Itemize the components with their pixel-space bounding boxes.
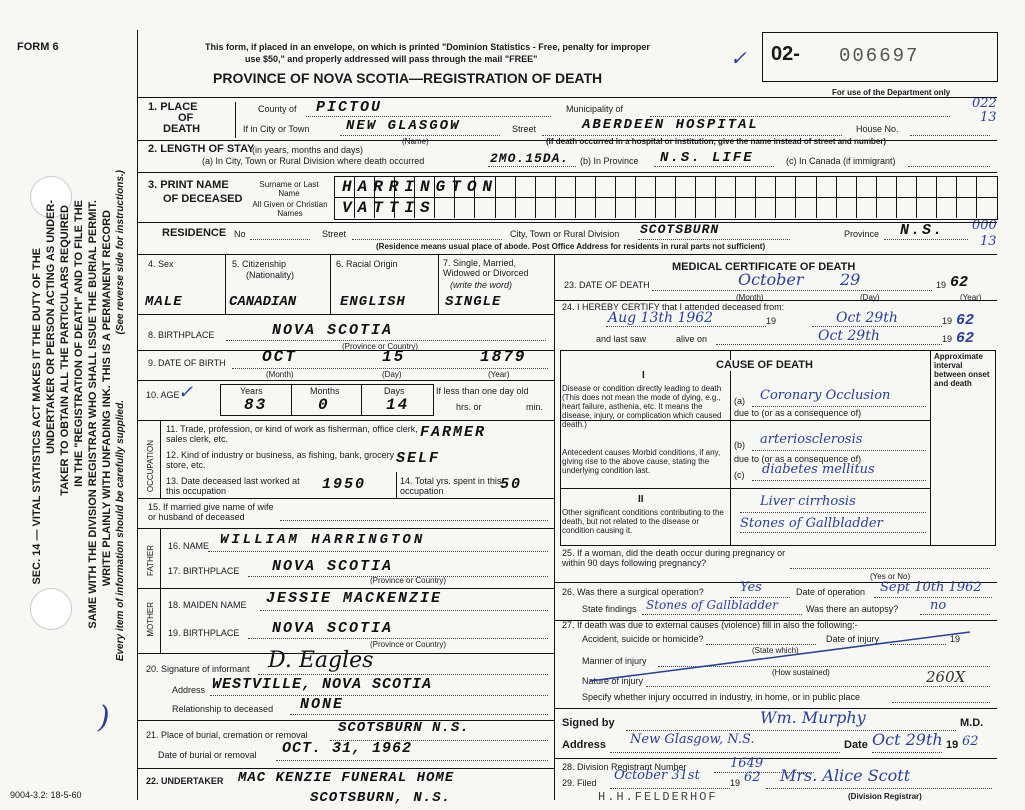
registration-number: 006697 (839, 45, 920, 67)
column-divider (554, 254, 555, 800)
rule-spouse (137, 528, 554, 529)
racial-value: ENGLISH (340, 294, 406, 310)
row4-div-1 (225, 254, 226, 314)
date-of-death-day: 29 (840, 270, 861, 289)
dob-year: 1879 (480, 348, 527, 366)
q29-year-prefix: 19 (730, 778, 741, 788)
registration-number-box (762, 32, 998, 82)
certify-to-year: 62 (956, 312, 975, 329)
birthplace-value: NOVA SCOTIA (272, 322, 394, 339)
doctor-address-line (610, 752, 840, 753)
sidebar-text-2: UNDERTAKER OR PERSON ACTING AS UNDER- (45, 200, 57, 454)
stay-c-label: (c) In Canada (if immigrant) (786, 156, 896, 166)
cause-c-label: (c) (734, 470, 745, 480)
department-code-2: 13 (980, 110, 997, 125)
rule-age (137, 420, 554, 421)
father-name-value: WILLIAM HARRINGTON (220, 532, 426, 548)
rule-place (137, 140, 997, 141)
findings-value: Stones of Gallbladder (646, 598, 778, 612)
findings-line (642, 614, 802, 615)
mother-name-line (260, 610, 548, 611)
autopsy-line (920, 614, 990, 615)
occ-mini-divider (396, 472, 397, 498)
occupation-side-label: OCCUPATION (146, 440, 155, 493)
hospital-note: (If death occurred in a hospital or institution, give the name instead of street and number) (546, 137, 887, 146)
citizenship-sublabel: (Nationality) (246, 270, 295, 280)
dod-day-label: (Day) (860, 293, 880, 302)
department-code-1: 022 (972, 96, 997, 111)
date-of-death-line (652, 290, 932, 291)
q26-value: Yes (740, 580, 762, 595)
place-divider (235, 102, 236, 138)
doctor-address-value: New Glasgow, N.S. (630, 732, 755, 747)
registration-prefix: 02- (771, 43, 800, 65)
accident-label: Accident, suicide or homicide? (582, 634, 704, 644)
specify-line (892, 702, 990, 703)
mailing-notice-2: use $50," and properly addressed will pass through the mail "FREE" (245, 54, 538, 64)
q25-yes-no: (Yes or No) (870, 572, 911, 581)
residence-province-line (884, 239, 968, 240)
undertaker-stamp: H.H.FELDERHOF (598, 790, 718, 804)
cause-roman-ii: II (638, 494, 644, 505)
age-years-label: Years (240, 386, 263, 396)
registrar-signature: Mrs. Alice Scott (780, 766, 911, 785)
sidebar-text-1: SEC. 14 — VITAL STATISTICS ACT MAKES IT THE DUTY OF THE (31, 248, 43, 585)
city-label: If in City or Town (243, 124, 310, 134)
other-value-1: Liver cirrhosis (760, 494, 856, 509)
residence-city-line (638, 239, 790, 240)
occ12-label: 12. Kind of industry or business, as fishing, bank, grocery store, etc. (166, 450, 395, 470)
dob-line (232, 368, 548, 369)
date-of-death-year-prefix: 19 (936, 280, 947, 290)
undertaker-value-1: MAC KENZIE FUNERAL HOME (238, 770, 455, 786)
undertaker-value-2: SCOTSBURN, N.S. (310, 790, 452, 806)
age-checkmark: ✓ (178, 382, 194, 403)
sidebar-text-4: IN THE "REGISTRATION OF DEATH" AND TO FILE THE (73, 200, 85, 487)
cause-c-value: diabetes mellitus (762, 462, 875, 477)
findings-label: State findings (582, 604, 637, 614)
rule-stay (137, 172, 997, 173)
name-grid-cell-divider (775, 176, 776, 218)
dob-day: 15 (382, 348, 406, 366)
signed-value: Wm. Murphy (760, 708, 866, 727)
date-of-death-label: 23. DATE OF DEATH (564, 280, 650, 290)
department-code-4: 13 (980, 234, 997, 249)
row4-div-2 (330, 254, 331, 314)
name-grid-cell-divider (916, 176, 917, 218)
certify-to-line (812, 326, 942, 327)
alive-on-label: alive on (676, 334, 708, 344)
stay-b-label: (b) In Province (580, 156, 639, 166)
stay-a-line (488, 166, 576, 167)
alive-on-date: Oct 29th (818, 328, 880, 344)
check-mark: ✓ (730, 46, 747, 70)
name-grid-cell-divider (555, 176, 556, 218)
hrs-label: hrs. or (456, 402, 482, 412)
dob-month: OCT (262, 348, 297, 366)
nature-line (646, 686, 990, 687)
residence-label: RESIDENCE (162, 227, 227, 239)
occ11-value: FARMER (420, 424, 487, 441)
manner-label: Manner of injury (582, 656, 647, 666)
cause-b-label: (b) (734, 440, 745, 450)
stay-c-line (908, 166, 990, 167)
min-label: min. (526, 402, 544, 412)
name-grid-cell-divider (876, 176, 877, 218)
date-of-death-year: 62 (950, 274, 969, 291)
county-value: PICTOU (316, 99, 383, 116)
cause-due-to-2: due to (or as a consequence of) (734, 454, 862, 464)
street-value: ABERDEEN HOSPITAL (582, 117, 759, 133)
relationship-label: Relationship to deceased (172, 704, 274, 714)
strike-through-line (580, 626, 980, 686)
cause-inner-divider (730, 350, 731, 546)
antecedent-label: Antecedent causes Morbid conditions, if any, giving rise to the above cause, stating the underlying condition last. (562, 448, 721, 475)
occ12-value: SELF (396, 450, 441, 467)
name-grid-cell-divider (755, 176, 756, 218)
occupation-divider (160, 420, 161, 498)
disease-label: Disease or condition directly leading to death (This does not mean the mode of dying, e.g., heart failure, asthenia, etc. It means the disease, injury, or complication which caused death.) (562, 384, 722, 429)
registrar-line (766, 788, 992, 789)
residence-city-label: City, Town or Rural Division (510, 229, 620, 239)
certify-to-year-prefix-2: 19 (942, 316, 953, 326)
stay-sublabel: (in years, months and days) (252, 145, 364, 155)
autopsy-label: Was there an autopsy? (806, 604, 899, 614)
row4-div-3 (438, 254, 439, 314)
q29-value: October 31st (614, 768, 700, 783)
citizenship-label: 5. Citizenship (232, 259, 287, 269)
marital-sublabel: (write the word) (450, 280, 513, 290)
nature-code: 260X (926, 668, 966, 686)
rule-row4 (137, 314, 554, 315)
city-line (340, 135, 500, 136)
father-birthplace-label: 17. BIRTHPLACE (168, 566, 240, 576)
certify-label: 24. I HEREBY CERTIFY that I attended deceased from: (562, 302, 785, 312)
signed-label: Signed by (562, 717, 615, 729)
age-days: 14 (386, 396, 410, 414)
birthplace-line (226, 340, 546, 341)
name-grid-cell-divider (956, 176, 957, 218)
stay-b-value: N.S. LIFE (660, 150, 754, 166)
residence-street-line (352, 239, 502, 240)
mailing-notice-1: This form, if placed in an envelope, on which is printed "Dominion Statistics - Free, penalty for improper (205, 42, 650, 52)
sex-value: MALE (145, 294, 183, 310)
dob-year-label: (Year) (488, 370, 510, 379)
footer-code: 9004-3.2: 18-5-60 (10, 790, 82, 800)
father-birthplace-sublabel: (Province or Country) (370, 576, 447, 585)
burial-date-line (276, 760, 548, 761)
cause-c-line (752, 480, 926, 481)
house-label: House No. (856, 124, 899, 134)
dob-day-label: (Day) (382, 370, 402, 379)
residence-no-label: No (234, 229, 246, 239)
name-grid-cell-divider (896, 176, 897, 218)
name-grid-cell-divider (735, 176, 736, 218)
name-grid-cell-divider (856, 176, 857, 218)
name-grid-cell-divider (595, 176, 596, 218)
cause-b-line (752, 450, 926, 451)
signed-year-prefix: 19 (946, 739, 959, 751)
sidebar-text-7: (See reverse side for instructions.) (115, 170, 126, 335)
wife-line (280, 520, 548, 521)
age-years: 83 (244, 396, 268, 414)
age-label: 10. AGE (146, 390, 180, 400)
birthplace-sublabel: (Province or Country) (342, 342, 419, 351)
sidebar-text-8: Every item of information should be carefully supplied. (115, 400, 126, 662)
residence-note: (Residence means usual place of abode. Post Office Address for residents in rural parts not sufficient) (376, 242, 766, 251)
informant-address-label: Address (172, 685, 206, 695)
op-date-label: Date of operation (796, 587, 866, 597)
municipality-label: Municipality of (566, 104, 624, 114)
parents-divider (160, 528, 161, 653)
informant-signature: D. Eagles (268, 648, 374, 673)
undertaker-label: 22. UNDERTAKER (146, 776, 224, 786)
alive-on-line (716, 344, 942, 345)
county-line (306, 116, 551, 117)
city-value: NEW GLASGOW (346, 118, 461, 134)
q25-label: 25. If a woman, did the death occur during pregnancy or within 90 days following pregnancy? (562, 548, 786, 568)
q29-year: 62 (744, 770, 761, 785)
marital-value: SINGLE (445, 294, 502, 310)
name-grid-cell-divider (655, 176, 656, 218)
burial-date-label: Date of burial or removal (158, 750, 257, 760)
house-line (910, 135, 990, 136)
department-use-label: For use of the Department only (832, 88, 951, 97)
signed-date-line (872, 752, 942, 753)
date-of-death-month: October (738, 270, 804, 289)
sex-label: 4. Sex (148, 259, 174, 269)
rule-cause-a (560, 420, 930, 421)
residence-province-label: Province (844, 229, 880, 239)
burial-value: SCOTSBURN N.S. (338, 720, 470, 736)
rule-dob (137, 380, 554, 381)
sidebar-text-3: TAKER TO OBTAIN ALL THE PARTICULARS REQUIRED (59, 205, 71, 496)
residence-city-value: SCOTSBURN (640, 222, 720, 237)
name-grid-cell-divider (936, 176, 937, 218)
signed-date-label: Date (844, 739, 868, 751)
last-saw-label: and last saw (596, 334, 647, 344)
occ14-label: 14. Total yrs. spent in this occupation (400, 476, 502, 496)
street-label: Street (512, 124, 537, 134)
given-value: VATTIS (342, 199, 436, 217)
burial-label: 21. Place of burial, cremation or removal (146, 730, 308, 740)
cause-a-label: (a) (734, 396, 745, 406)
md-label: M.D. (960, 717, 984, 729)
name-grid-cell-divider (976, 176, 977, 218)
age-days-label: Days (384, 386, 405, 396)
given-label: All Given or Christian Names (252, 200, 328, 218)
informant-address-value: WESTVILLE, NOVA SCOTIA (212, 676, 433, 693)
informant-line (258, 674, 548, 675)
sidebar-text-5: SAME WITH THE DIVISION REGISTRAR WHO SHALL ISSUE THE BURIAL PERMIT. (87, 200, 99, 629)
rule-cause-c (560, 488, 930, 489)
dod-month-label: (Month) (736, 293, 764, 302)
stay-label: 2. LENGTH OF STAY (148, 143, 255, 155)
occ14-value: 50 (500, 476, 523, 493)
interval-divider (930, 350, 931, 546)
place-label-1: 1. PLACE (148, 101, 198, 113)
medical-header: MEDICAL CERTIFICATE OF DEATH (672, 261, 856, 273)
street-line (542, 135, 842, 136)
marital-label: 7. Single, Married, Widowed or Divorced (443, 258, 529, 278)
name-label-1: 3. PRINT NAME (148, 179, 229, 191)
citizenship-value: CANADIAN (229, 294, 297, 310)
mother-name-value: JESSIE MACKENZIE (266, 590, 443, 607)
alive-year-prefix: 19 (942, 334, 953, 344)
injury-date-label: Date of injury (826, 634, 880, 644)
nature-label: Nature of injury (582, 676, 644, 686)
form-number: FORM 6 (17, 41, 59, 53)
other-line-2 (740, 532, 926, 533)
mother-side-label: MOTHER (146, 602, 155, 637)
residence-street-label: Street (322, 229, 347, 239)
specify-label: Specify whether injury occurred in industry, in home, or in public place (582, 692, 860, 702)
occ11-label: 11. Trade, profession, or kind of work as fisherman, office clerk, sales clerk, etc. (166, 424, 418, 444)
surname-value: HARRINGTON (342, 178, 499, 196)
county-label: County of (258, 104, 297, 114)
name-grid-cell-divider (535, 176, 536, 218)
rule-signed (554, 758, 997, 759)
sidebar-text-6: WRITE PLAINLY WITH UNFADING INK. THIS IS A PERMANENT RECORD (101, 210, 113, 587)
cause-header: CAUSE OF DEATH (712, 360, 817, 371)
burial-date-value: OCT. 31, 1962 (282, 740, 413, 757)
cause-roman-i: I (642, 370, 645, 381)
op-date-value: Sept 10th 1962 (880, 580, 982, 595)
q28-label: 28. Division Registrant Number (562, 762, 687, 772)
name-grid-cell-divider (715, 176, 716, 218)
relationship-value: NONE (300, 696, 345, 713)
father-name-label: 16. NAME (168, 541, 210, 551)
dob-label: 9. DATE OF BIRTH (148, 358, 226, 368)
relationship-line (290, 714, 548, 715)
cause-a-line (752, 406, 926, 407)
dob-month-label: (Month) (266, 370, 294, 379)
interval-header: Approximate interval between onset and death (934, 352, 990, 388)
residence-province-value: N.S. (900, 222, 945, 239)
informant-label: 20. Signature of informant (146, 664, 250, 674)
certify-from-line (606, 326, 766, 327)
dod-year-label: (Year) (960, 293, 982, 302)
racial-label: 6. Racial Origin (336, 259, 398, 269)
mother-name-label: 18. MAIDEN NAME (168, 600, 247, 610)
surname-label: Surname or Last Name (259, 180, 319, 198)
place-label-3: DEATH (163, 123, 201, 135)
certify-from-date: Aug 13th 1962 (608, 310, 714, 326)
birthplace-label: 8. BIRTHPLACE (148, 330, 215, 340)
age-months: 0 (318, 396, 330, 414)
occ13-label: 13. Date deceased last worked at this occupation (166, 476, 300, 496)
injury-year-prefix: 19 (950, 634, 961, 644)
occ13-value: 1950 (322, 476, 367, 493)
mother-birthplace-sublabel: (Province or Country) (370, 640, 447, 649)
rule-father (137, 588, 554, 589)
q28-value: 1649 (730, 756, 764, 771)
q27-label: 27. If death was due to external causes (violence) fill in also the following:- (562, 620, 858, 630)
stay-a-value: 2MO.15DA. (490, 151, 570, 166)
other-line-1 (740, 512, 926, 513)
department-code-3: 000 (972, 218, 997, 233)
informant-address-line (210, 695, 548, 696)
q29-line (610, 788, 730, 789)
name-grid-cell-divider (635, 176, 636, 218)
q25-line (790, 568, 990, 569)
mother-birthplace-label: 19. BIRTHPLACE (168, 628, 240, 638)
rule-name (137, 222, 997, 223)
mother-birthplace-line (248, 638, 548, 639)
cause-due-to-1: due to (or as a consequence of) (734, 408, 862, 418)
rule-dod (554, 300, 997, 301)
division-registrar-label: (Division Registrar) (848, 792, 922, 801)
age-months-label: Months (310, 386, 340, 396)
other-label: Other significant conditions contributing to the death, but not related to the disease or condition causing it. (562, 508, 724, 535)
alive-year: 62 (956, 330, 975, 347)
pen-mark-sidebar: ) (98, 700, 110, 735)
father-name-line (208, 551, 548, 552)
other-value-2: Stones of Gallbladder (740, 516, 883, 531)
doctor-address-label: Address (562, 739, 607, 751)
rule-residence (137, 254, 997, 255)
residence-no-line (250, 239, 310, 240)
rule-burial (137, 768, 554, 769)
signed-date-value: Oct 29th (872, 730, 943, 749)
form-left-border (137, 30, 138, 800)
signed-year: 62 (962, 734, 979, 749)
name-grid-cell-divider (795, 176, 796, 218)
cause-a-value: Coronary Occlusion (760, 388, 891, 403)
name-grid-cell-divider (675, 176, 676, 218)
cause-b-value: arteriosclerosis (760, 432, 863, 447)
certify-to-date: Oct 29th (836, 310, 898, 326)
father-side-label: FATHER (146, 545, 155, 576)
name-grid-cell-divider (816, 176, 817, 218)
mother-birthplace-value: NOVA SCOTIA (272, 620, 394, 637)
rule-occupation (137, 498, 554, 499)
name-grid-cell-divider (836, 176, 837, 218)
city-name-sublabel: (Name) (402, 137, 429, 146)
place-label-2: OF (178, 112, 194, 124)
name-label-2: OF DECEASED (163, 193, 243, 205)
less-day-label: If less than one day old (436, 386, 529, 396)
certify-to-year-prefix: 19 (766, 316, 777, 326)
form-title: PROVINCE OF NOVA SCOTIA—REGISTRATION OF DEATH (213, 70, 603, 86)
name-grid-cell-divider (515, 176, 516, 218)
q29-label: 29. Filed (562, 778, 597, 788)
name-grid-cell-divider (615, 176, 616, 218)
autopsy-value: no (930, 598, 947, 613)
how-sustained: (How sustained) (772, 668, 830, 677)
stay-a-label: (a) In City, Town or Rural Division where death occurred (202, 156, 425, 166)
father-birthplace-value: NOVA SCOTIA (272, 558, 394, 575)
punch-hole-bottom (30, 588, 72, 630)
state-which: (State which) (752, 646, 799, 655)
stay-b-line (654, 166, 774, 167)
wife-label: 15. If married give name of wife or husband of deceased (148, 502, 274, 522)
name-grid-cell-divider (575, 176, 576, 218)
rule-top (137, 97, 997, 98)
name-grid-cell-divider (695, 176, 696, 218)
q26-label: 26. Was there a surgical operation? (562, 587, 704, 597)
